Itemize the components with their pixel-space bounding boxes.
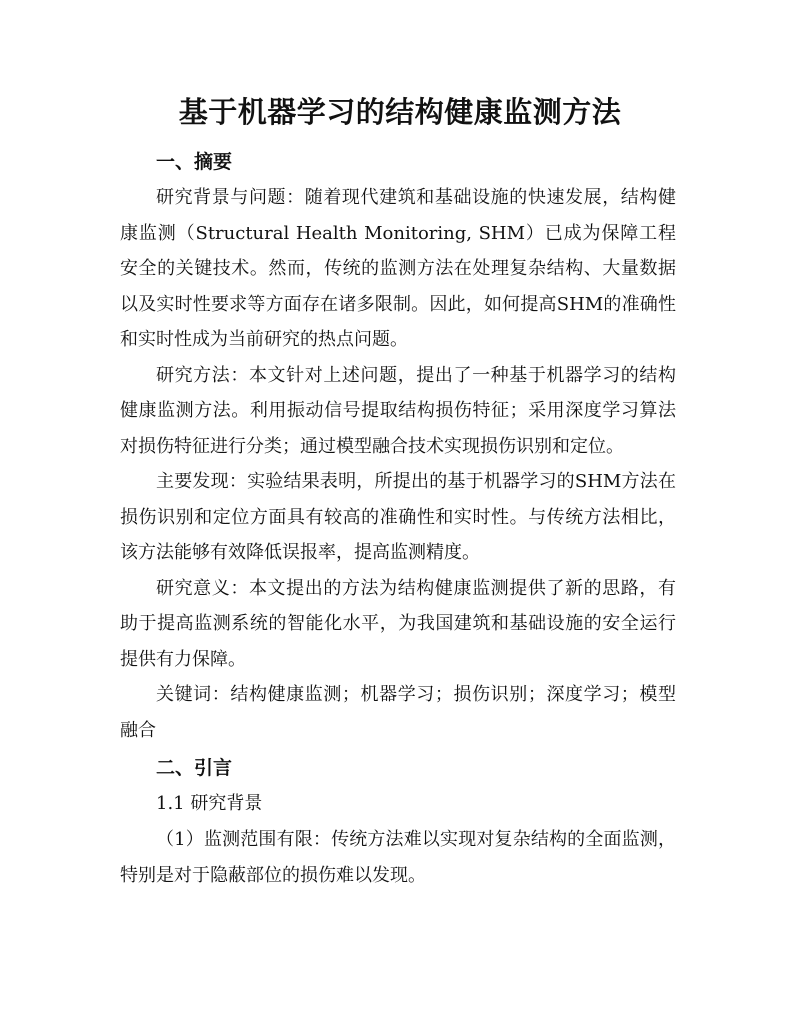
paragraph-significance: 研究意义：本文提出的方法为结构健康监测提供了新的思路，有助于提高监测系统的智能化水平，为我国建筑和基础设施的安全运行提供有力保障。 — [120, 577, 676, 670]
subsection-heading-background: 1.1 研究背景 — [156, 793, 263, 814]
section-heading-abstract: 一、摘要 — [156, 151, 233, 173]
document-body — [120, 144, 676, 893]
paragraph-methods: 研究方法：本文针对上述问题，提出了一种基于机器学习的结构健康监测方法。利用振动信号提取结构损伤特征；采用深度学习算法对损伤特征进行分类；通过模型融合技术实现损伤识别和定位。 — [120, 364, 676, 457]
document-title: 基于机器学习的结构健康监测方法 — [178, 95, 622, 129]
paragraph-background: 研究背景与问题：随着现代建筑和基础设施的快速发展，结构健康监测（Structural Health Monitoring, SHM）已成为保障工程安全的关键技术。然而，传统的监测方法在处理复杂结构、大量数据以及实时性要求等方面存在诸多限制。因此，如何提高SHM的准确性和实时性成为当前研究的热点问题。 — [120, 187, 676, 350]
section-heading-introduction: 二、引言 — [156, 757, 233, 779]
paragraph-findings: 主要发现：实验结果表明，所提出的基于机器学习的SHM方法在损伤识别和定位方面具有较高的准确性和实时性。与传统方法相比，该方法能够有效降低误报率，提高监测精度。 — [120, 471, 676, 563]
paragraph-keywords: 关键词：结构健康监测；机器学习；损伤识别；深度学习；模型融合 — [120, 684, 676, 741]
paragraph-limited-scope: （1）监测范围有限：传统方法难以实现对复杂结构的全面监测，特别是对于隐蔽部位的损伤难以发现。 — [120, 829, 676, 886]
